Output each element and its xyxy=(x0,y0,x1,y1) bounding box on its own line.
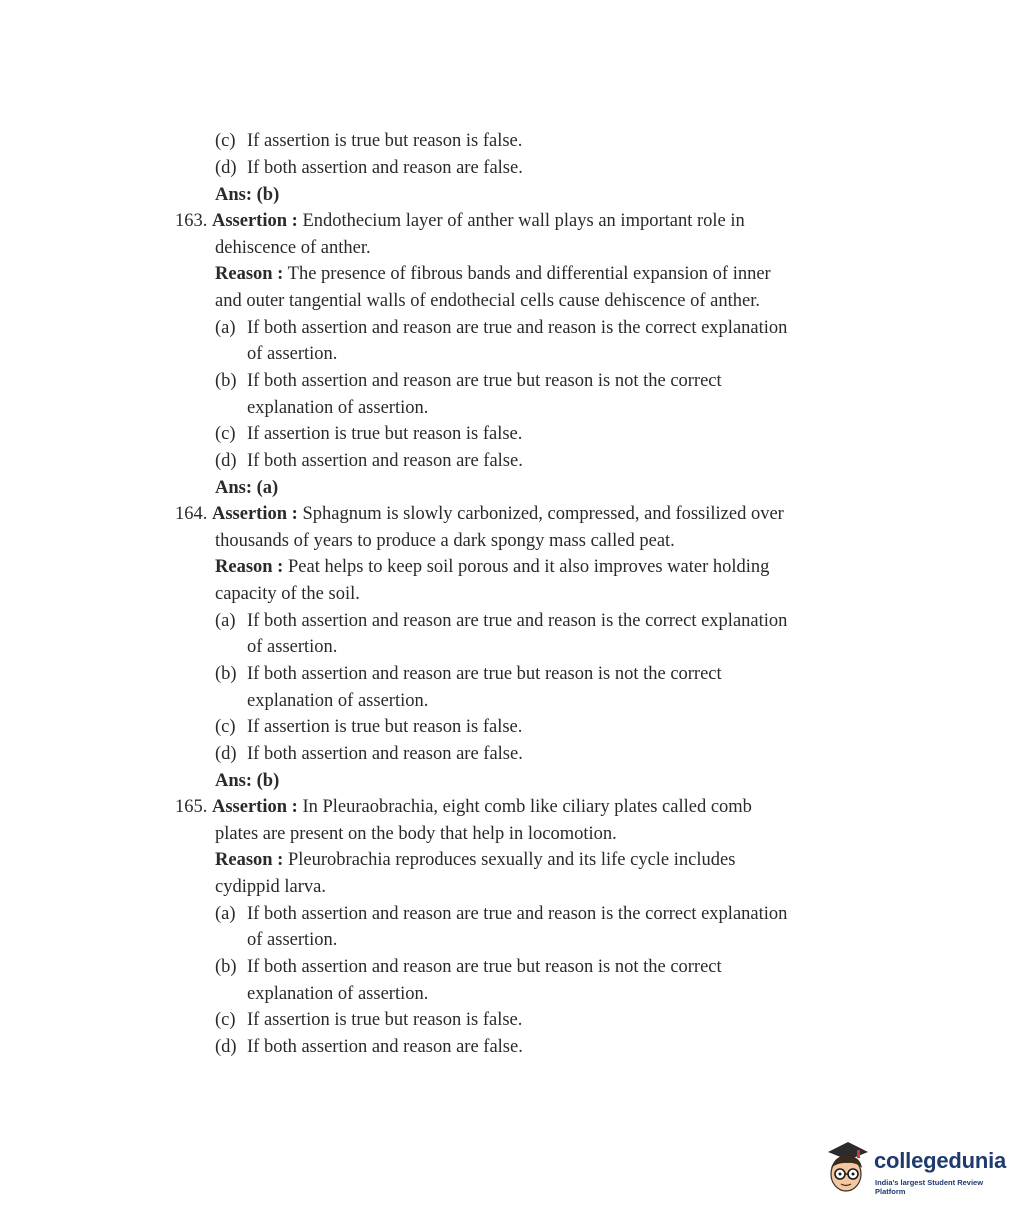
q164-option-d: (d) If both assertion and reason are false. xyxy=(215,744,523,764)
q163-reason: Reason : The presence of fibrous bands and differential expansion of inner xyxy=(215,264,771,284)
q164-option-a-cont: of assertion. xyxy=(247,637,338,657)
q165-assertion-cont: plates are present on the body that help in locomotion. xyxy=(215,824,617,844)
q165-option-d: (d) If both assertion and reason are false. xyxy=(215,1037,523,1057)
logo-wordmark: collegedunia xyxy=(874,1148,1007,1173)
q164-reason-cont: capacity of the soil. xyxy=(215,584,360,604)
q163-assertion: 163. Assertion : Endothecium layer of anther wall plays an important role in xyxy=(175,211,745,231)
q162-option-c: (c) If assertion is true but reason is false. xyxy=(215,131,523,151)
q165-option-b-cont: explanation of assertion. xyxy=(247,984,429,1004)
q165-option-a: (a) If both assertion and reason are true and reason is the correct explanation xyxy=(215,904,788,924)
q163-option-b-cont: explanation of assertion. xyxy=(247,398,429,418)
mascot-icon xyxy=(822,1138,872,1200)
q165-reason: Reason : Pleurobrachia reproduces sexually and its life cycle includes xyxy=(215,850,736,870)
q163-option-c: (c) If assertion is true but reason is false. xyxy=(215,424,523,444)
q164-answer: Ans: (b) xyxy=(215,771,280,791)
q163-option-b: (b) If both assertion and reason are true but reason is not the correct xyxy=(215,371,722,391)
collegedunia-logo[interactable] xyxy=(822,1138,1012,1200)
q163-assertion-cont: dehiscence of anther. xyxy=(215,238,371,258)
q164-reason: Reason : Peat helps to keep soil porous and it also improves water holding xyxy=(215,557,770,577)
q163-option-d: (d) If both assertion and reason are false. xyxy=(215,451,523,471)
q162-answer: Ans: (b) xyxy=(215,185,280,205)
q164-assertion: 164. Assertion : Sphagnum is slowly carbonized, compressed, and fossilized over xyxy=(175,504,784,524)
q162-option-d: (d) If both assertion and reason are false. xyxy=(215,158,523,178)
q165-reason-cont: cydippid larva. xyxy=(215,877,326,897)
q164-assertion-cont: thousands of years to produce a dark spongy mass called peat. xyxy=(215,531,675,551)
q165-option-c: (c) If assertion is true but reason is false. xyxy=(215,1010,523,1030)
q164-option-a: (a) If both assertion and reason are true and reason is the correct explanation xyxy=(215,611,788,631)
q165-option-a-cont: of assertion. xyxy=(247,930,338,950)
q164-option-b-cont: explanation of assertion. xyxy=(247,691,429,711)
q164-option-c: (c) If assertion is true but reason is false. xyxy=(215,717,523,737)
q165-assertion: 165. Assertion : In Pleuraobrachia, eight comb like ciliary plates called comb xyxy=(175,797,752,817)
q164-option-b: (b) If both assertion and reason are true but reason is not the correct xyxy=(215,664,722,684)
logo-tagline: India's largest Student Review Platform xyxy=(875,1178,984,1196)
q165-option-b: (b) If both assertion and reason are true but reason is not the correct xyxy=(215,957,722,977)
q163-answer: Ans: (a) xyxy=(215,478,279,498)
q163-option-a-cont: of assertion. xyxy=(247,344,338,364)
q163-reason-cont: and outer tangential walls of endothecial cells cause dehiscence of anther. xyxy=(215,291,761,311)
q163-option-a: (a) If both assertion and reason are true and reason is the correct explanation xyxy=(215,318,788,338)
